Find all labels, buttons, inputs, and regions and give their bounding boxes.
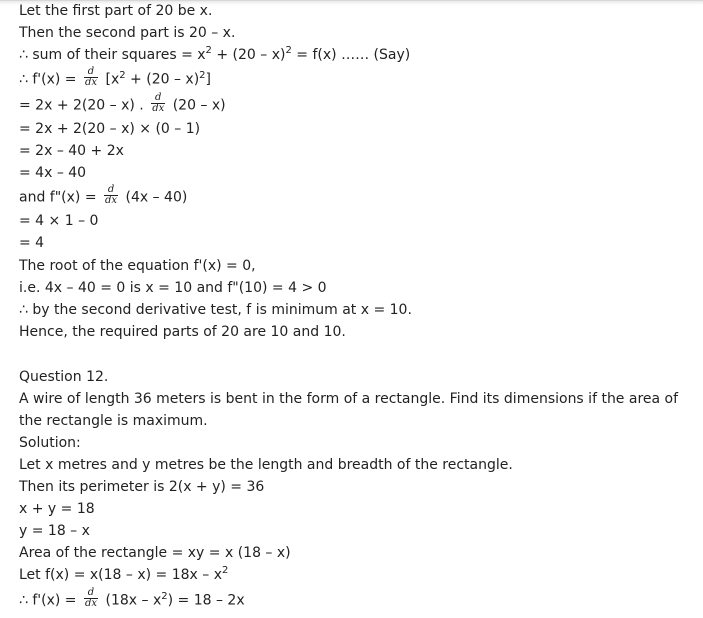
text: ) = 18 – 2x	[167, 592, 245, 609]
line-area	[19, 543, 291, 563]
line-y	[19, 521, 90, 541]
text: Area of the rectangle = xy = x (18 – x)	[19, 545, 291, 561]
line-root	[19, 256, 256, 276]
line-sum-of-squares	[19, 45, 410, 67]
text: ∴ by the second derivative test, f is minimum at x = 10.	[19, 302, 412, 318]
line-second-part	[19, 23, 235, 43]
exponent: 2	[199, 69, 206, 81]
line-first-derivative	[19, 66, 212, 92]
derivative-fraction: $\frac{d}{dx}$	[84, 587, 98, 609]
text: x + y = 18	[19, 501, 95, 517]
line-first-part	[19, 1, 212, 21]
text: Solution:	[19, 435, 81, 451]
line-evaluate	[19, 211, 98, 231]
exponent: 2	[205, 45, 212, 56]
line-conclusion	[19, 322, 346, 342]
text: = 4	[19, 235, 45, 251]
text: [x	[105, 71, 120, 88]
exponent: 2	[161, 590, 168, 602]
text: Let x metres and y metres be the length and breadth of the rectangle.	[19, 457, 513, 473]
text: A wire of length 36 meters is bent in the form of a rectangle. Find its dimensions if the area of the rectangle is maximum.	[19, 391, 679, 429]
text: = 4x – 40	[19, 165, 87, 181]
text: Hence, the required parts of 20 are 10 and 10.	[19, 324, 346, 340]
text: Then its perimeter is 2(x + y) = 36	[19, 479, 265, 495]
line-second-derivative	[19, 184, 188, 208]
text: = 2x + 2(20 – x) .	[19, 97, 144, 114]
text: and f"(x) =	[19, 189, 97, 206]
text: (4x – 40)	[125, 189, 188, 206]
text: ∴ sum of their squares = x	[19, 47, 206, 63]
line-define-variables	[19, 455, 513, 475]
text: + (20 – x)	[125, 71, 200, 88]
text: Let f(x) = x(18 – x) = 18x – x	[19, 567, 222, 583]
derivative-fraction: $\frac{d}{dx}$	[105, 184, 118, 206]
text: ∴ f'(x) =	[19, 592, 77, 609]
exponent: 2	[222, 565, 229, 576]
line-sum	[19, 499, 95, 519]
text: + (20 – x)	[211, 47, 286, 63]
line-second-derivative-test	[19, 300, 412, 320]
text: = 2x + 2(20 – x) × (0 – 1)	[19, 121, 201, 137]
text: Then the second part is 20 – x.	[19, 25, 236, 41]
question-text	[19, 388, 679, 432]
text: y = 18 – x	[19, 523, 90, 539]
text: = f(x) …… (Say)	[291, 47, 411, 63]
line-chain-rule	[19, 92, 226, 116]
line-value	[19, 233, 44, 253]
line-root-value	[19, 278, 327, 298]
text: = 2x – 40 + 2x	[19, 143, 124, 159]
derivative-fraction: $\frac{d}{dx}$	[84, 66, 98, 88]
text: ∴ f'(x) =	[19, 71, 77, 88]
line-result	[19, 163, 86, 183]
text: (18x – x	[105, 592, 162, 609]
exponent: 2	[119, 69, 126, 81]
line-expand	[19, 119, 200, 139]
exponent: 2	[285, 45, 292, 56]
solution-heading	[19, 433, 81, 453]
text: (20 – x)	[172, 97, 226, 114]
question-title	[19, 367, 108, 387]
derivative-fraction: $\frac{d}{dx}$	[152, 92, 165, 114]
line-f-derivative	[19, 587, 245, 613]
text: = 4 × 1 – 0	[19, 213, 99, 229]
line-perimeter	[19, 477, 264, 497]
line-define-f	[19, 565, 228, 587]
text: Question 12.	[19, 369, 109, 385]
text: Let the first part of 20 be x.	[19, 3, 213, 19]
text: i.e. 4x – 40 = 0 is x = 10 and f"(10) = 4 > 0	[19, 280, 327, 296]
text: ]	[205, 71, 212, 88]
text: The root of the equation f'(x) = 0,	[19, 258, 256, 274]
line-simplify	[19, 141, 124, 161]
